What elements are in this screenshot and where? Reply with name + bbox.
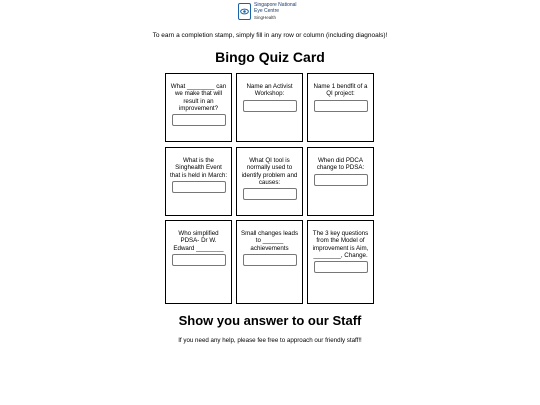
instructions-text: To earn a completion stamp, simply fill in any row or column (including diagnoals)! [152,32,388,39]
bingo-question: What QI tool is normally used to identify problem and causes: [241,157,298,186]
bingo-cell-7 [165,220,232,304]
logo-text [254,3,297,21]
bingo-cell-5 [236,147,303,216]
answer-input[interactable] [243,100,297,112]
answer-input[interactable] [172,181,226,193]
logo-line1: Singapore National [254,2,297,8]
answer-input[interactable] [172,114,226,126]
bingo-question: Name 1 bendfit of a QI project: [313,83,368,98]
bingo-cell-9 [307,220,374,304]
answer-input[interactable] [243,254,297,266]
bingo-question: The 3 key questions from the Model of improvement is Aim, ________, Change. [312,230,369,259]
page-title: Bingo Quiz Card [215,49,325,65]
bingo-cell-1 [165,73,232,142]
bingo-question: What ________ can we make that will result in an improvement? [170,83,227,112]
bingo-question: When did PDCA change to PDSA: [316,157,365,172]
bingo-cell-4 [165,147,232,216]
snec-logo [238,3,304,25]
help-text: If you need any help, please fee free to approach our friendly staff!! [178,337,362,344]
answer-input[interactable] [314,100,368,112]
logo-line2: Eye Centre [254,7,280,14]
answer-input[interactable] [243,188,297,200]
eye-icon [238,3,251,20]
answer-input[interactable] [172,254,226,266]
bingo-grid [165,73,375,304]
bingo-cell-6 [307,147,374,216]
logo-sub: SingHealth [254,15,277,20]
staff-heading: Show you answer to our Staff [178,313,362,328]
answer-input[interactable] [314,174,368,186]
answer-input[interactable] [314,261,368,273]
bingo-question: Who simplified PDSA- Dr W. Edward ________ [173,230,224,252]
bingo-question: Name an Activist Workshop: [246,83,293,98]
bingo-cell-2 [236,73,303,142]
bingo-question: What is the Singhealth Event that is held in March: [169,157,228,179]
bingo-question: Small changes leads to ______ achievements [240,230,299,252]
bingo-cell-3 [307,73,374,142]
bingo-cell-8 [236,220,303,304]
